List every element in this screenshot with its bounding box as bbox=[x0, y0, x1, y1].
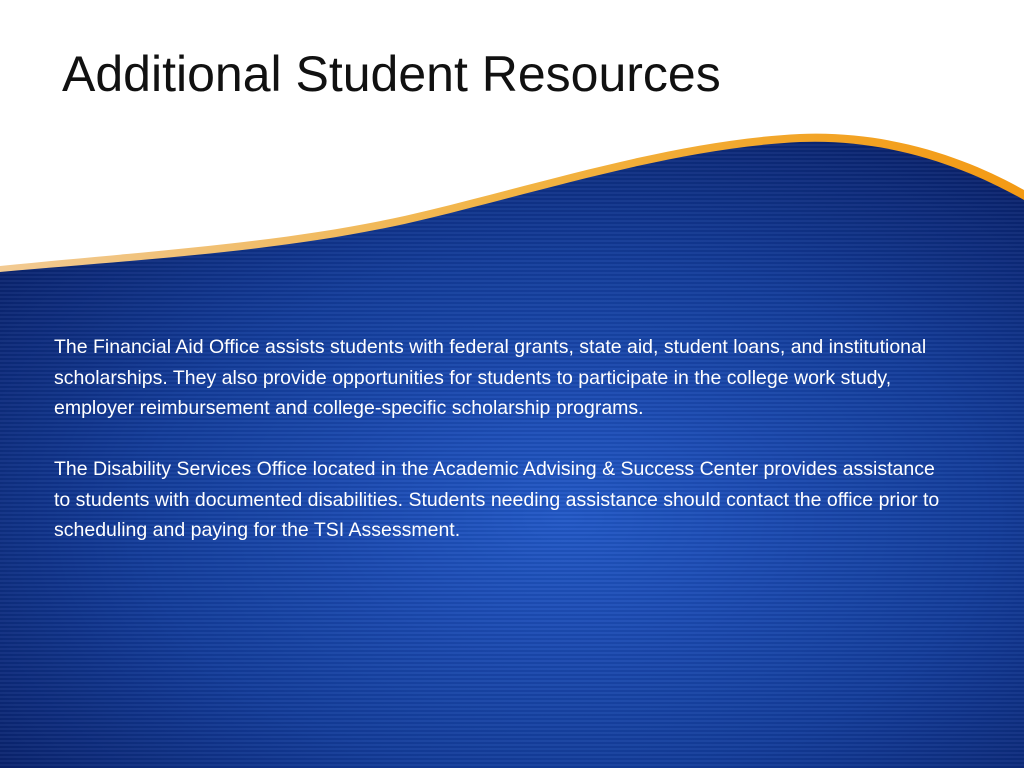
slide-body bbox=[54, 332, 954, 576]
financial-aid-paragraph: The Financial Aid Office assists students with federal grants, state aid, student loans, and institutional scholarships. They also provide opportunities for students to participate in the college work study, employer reimbursement and college-specific scholarship programs. bbox=[54, 336, 927, 419]
slide-title: Additional Student Resources bbox=[62, 46, 721, 102]
disability-services-paragraph: The Disability Services Office located in the Academic Advising & Success Center provides assistance to students with documented disabilities. Students needing assistance should contact the office prior to scheduling and paying for the TSI Assessment. bbox=[54, 458, 940, 541]
